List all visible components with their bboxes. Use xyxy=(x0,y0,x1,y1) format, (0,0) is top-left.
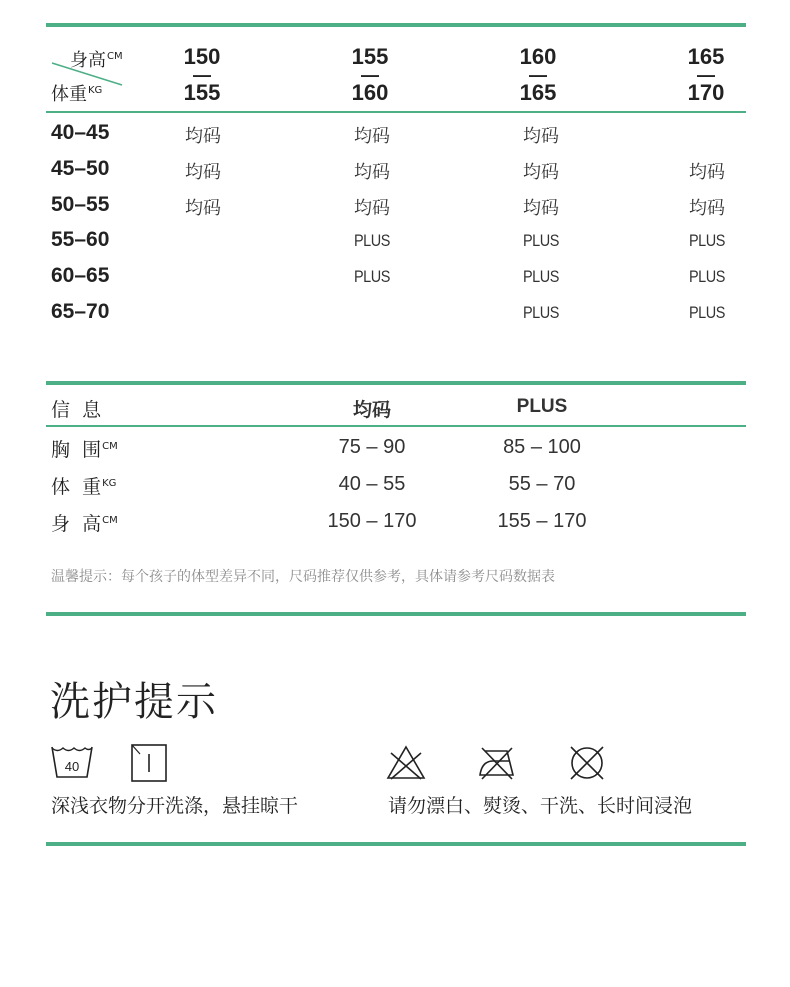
corner-height-label: 身高$^{CM}$ xyxy=(70,50,123,71)
height-sep: — xyxy=(361,65,379,85)
height-sep: — xyxy=(697,65,715,85)
weight-range: 50–55 xyxy=(51,193,110,216)
size-cell: PLUS xyxy=(353,231,391,250)
height-bottom: 165 xyxy=(519,80,557,105)
size-cell: PLUS xyxy=(688,303,726,322)
size-cell: PLUS xyxy=(353,267,391,286)
size-cell: PLUS xyxy=(688,267,726,286)
height-top: 160 xyxy=(519,44,557,69)
top-rule xyxy=(46,23,746,27)
height-bottom: 170 xyxy=(687,80,725,105)
weight-range: 45–50 xyxy=(51,157,110,180)
info-value: 155 – 170 xyxy=(497,510,587,532)
weight-range: 60–65 xyxy=(51,264,110,287)
info-bottom-rule xyxy=(46,612,746,616)
size-cell: 均码 xyxy=(354,162,390,183)
info-header-rule xyxy=(46,425,746,427)
wash-40-icon xyxy=(50,744,94,780)
height-sep: — xyxy=(193,65,211,85)
line-dry-icon xyxy=(131,744,167,782)
no-iron-icon xyxy=(477,745,517,781)
height-bottom: 160 xyxy=(351,80,389,105)
info-row-label: 胸 围$^{CM}$ xyxy=(51,439,118,461)
corner-weight-label: 体重$^{KG}$ xyxy=(51,84,103,105)
size-cell: 均码 xyxy=(354,126,390,147)
info-value: 85 – 100 xyxy=(503,436,581,458)
weight-range: 55–60 xyxy=(51,228,110,251)
height-top: 155 xyxy=(351,44,389,69)
height-column-1 xyxy=(172,44,232,106)
info-header-col2: PLUS xyxy=(516,396,568,417)
height-top: 165 xyxy=(687,44,725,69)
size-cell: 均码 xyxy=(354,198,390,219)
care-text-right: 请勿漂白、熨烫、干洗、长时间浸泡 xyxy=(388,795,693,817)
size-cell: PLUS xyxy=(522,267,560,286)
height-column-2 xyxy=(340,44,400,106)
weight-range: 65–70 xyxy=(51,300,110,323)
no-dry-clean-icon xyxy=(568,745,606,781)
height-sep: — xyxy=(529,65,547,85)
care-text-left: 深浅衣物分开洗涤，悬挂晾干 xyxy=(51,795,299,817)
info-row-label: 体 重$^{KG}$ xyxy=(51,476,117,498)
size-cell: 均码 xyxy=(523,162,559,183)
height-top: 150 xyxy=(183,44,221,69)
size-cell: 均码 xyxy=(523,198,559,219)
size-cell: PLUS xyxy=(522,231,560,250)
info-row-label: 身 高$^{CM}$ xyxy=(51,513,118,535)
height-column-3 xyxy=(508,44,568,106)
info-value: 150 – 170 xyxy=(327,510,417,532)
height-bottom: 155 xyxy=(183,80,221,105)
weight-range: 40–45 xyxy=(51,121,110,144)
info-value: 75 – 90 xyxy=(338,436,406,458)
height-column-4 xyxy=(676,44,736,106)
size-cell: 均码 xyxy=(185,162,221,183)
size-note: 温馨提示：每个孩子的体型差异不同，尺码推荐仅供参考，具体请参考尺码数据表 xyxy=(51,569,555,585)
size-cell: 均码 xyxy=(185,198,221,219)
info-value: 40 – 55 xyxy=(338,473,406,495)
wash-temp-label: 40 xyxy=(64,759,80,774)
size-cell: 均码 xyxy=(689,162,725,183)
size-cell: 均码 xyxy=(185,126,221,147)
info-header-col1: 均码 xyxy=(352,399,391,421)
size-cell: PLUS xyxy=(688,231,726,250)
care-title: 洗护提示 xyxy=(50,679,218,725)
size-cell: 均码 xyxy=(689,198,725,219)
info-top-rule xyxy=(46,381,746,385)
size-cell: 均码 xyxy=(523,126,559,147)
info-header-label: 信 息 xyxy=(51,399,102,421)
care-bottom-rule xyxy=(46,842,746,846)
size-cell: PLUS xyxy=(522,303,560,322)
size-header-rule xyxy=(46,111,746,113)
no-bleach-icon xyxy=(386,745,426,781)
info-value: 55 – 70 xyxy=(508,473,576,495)
